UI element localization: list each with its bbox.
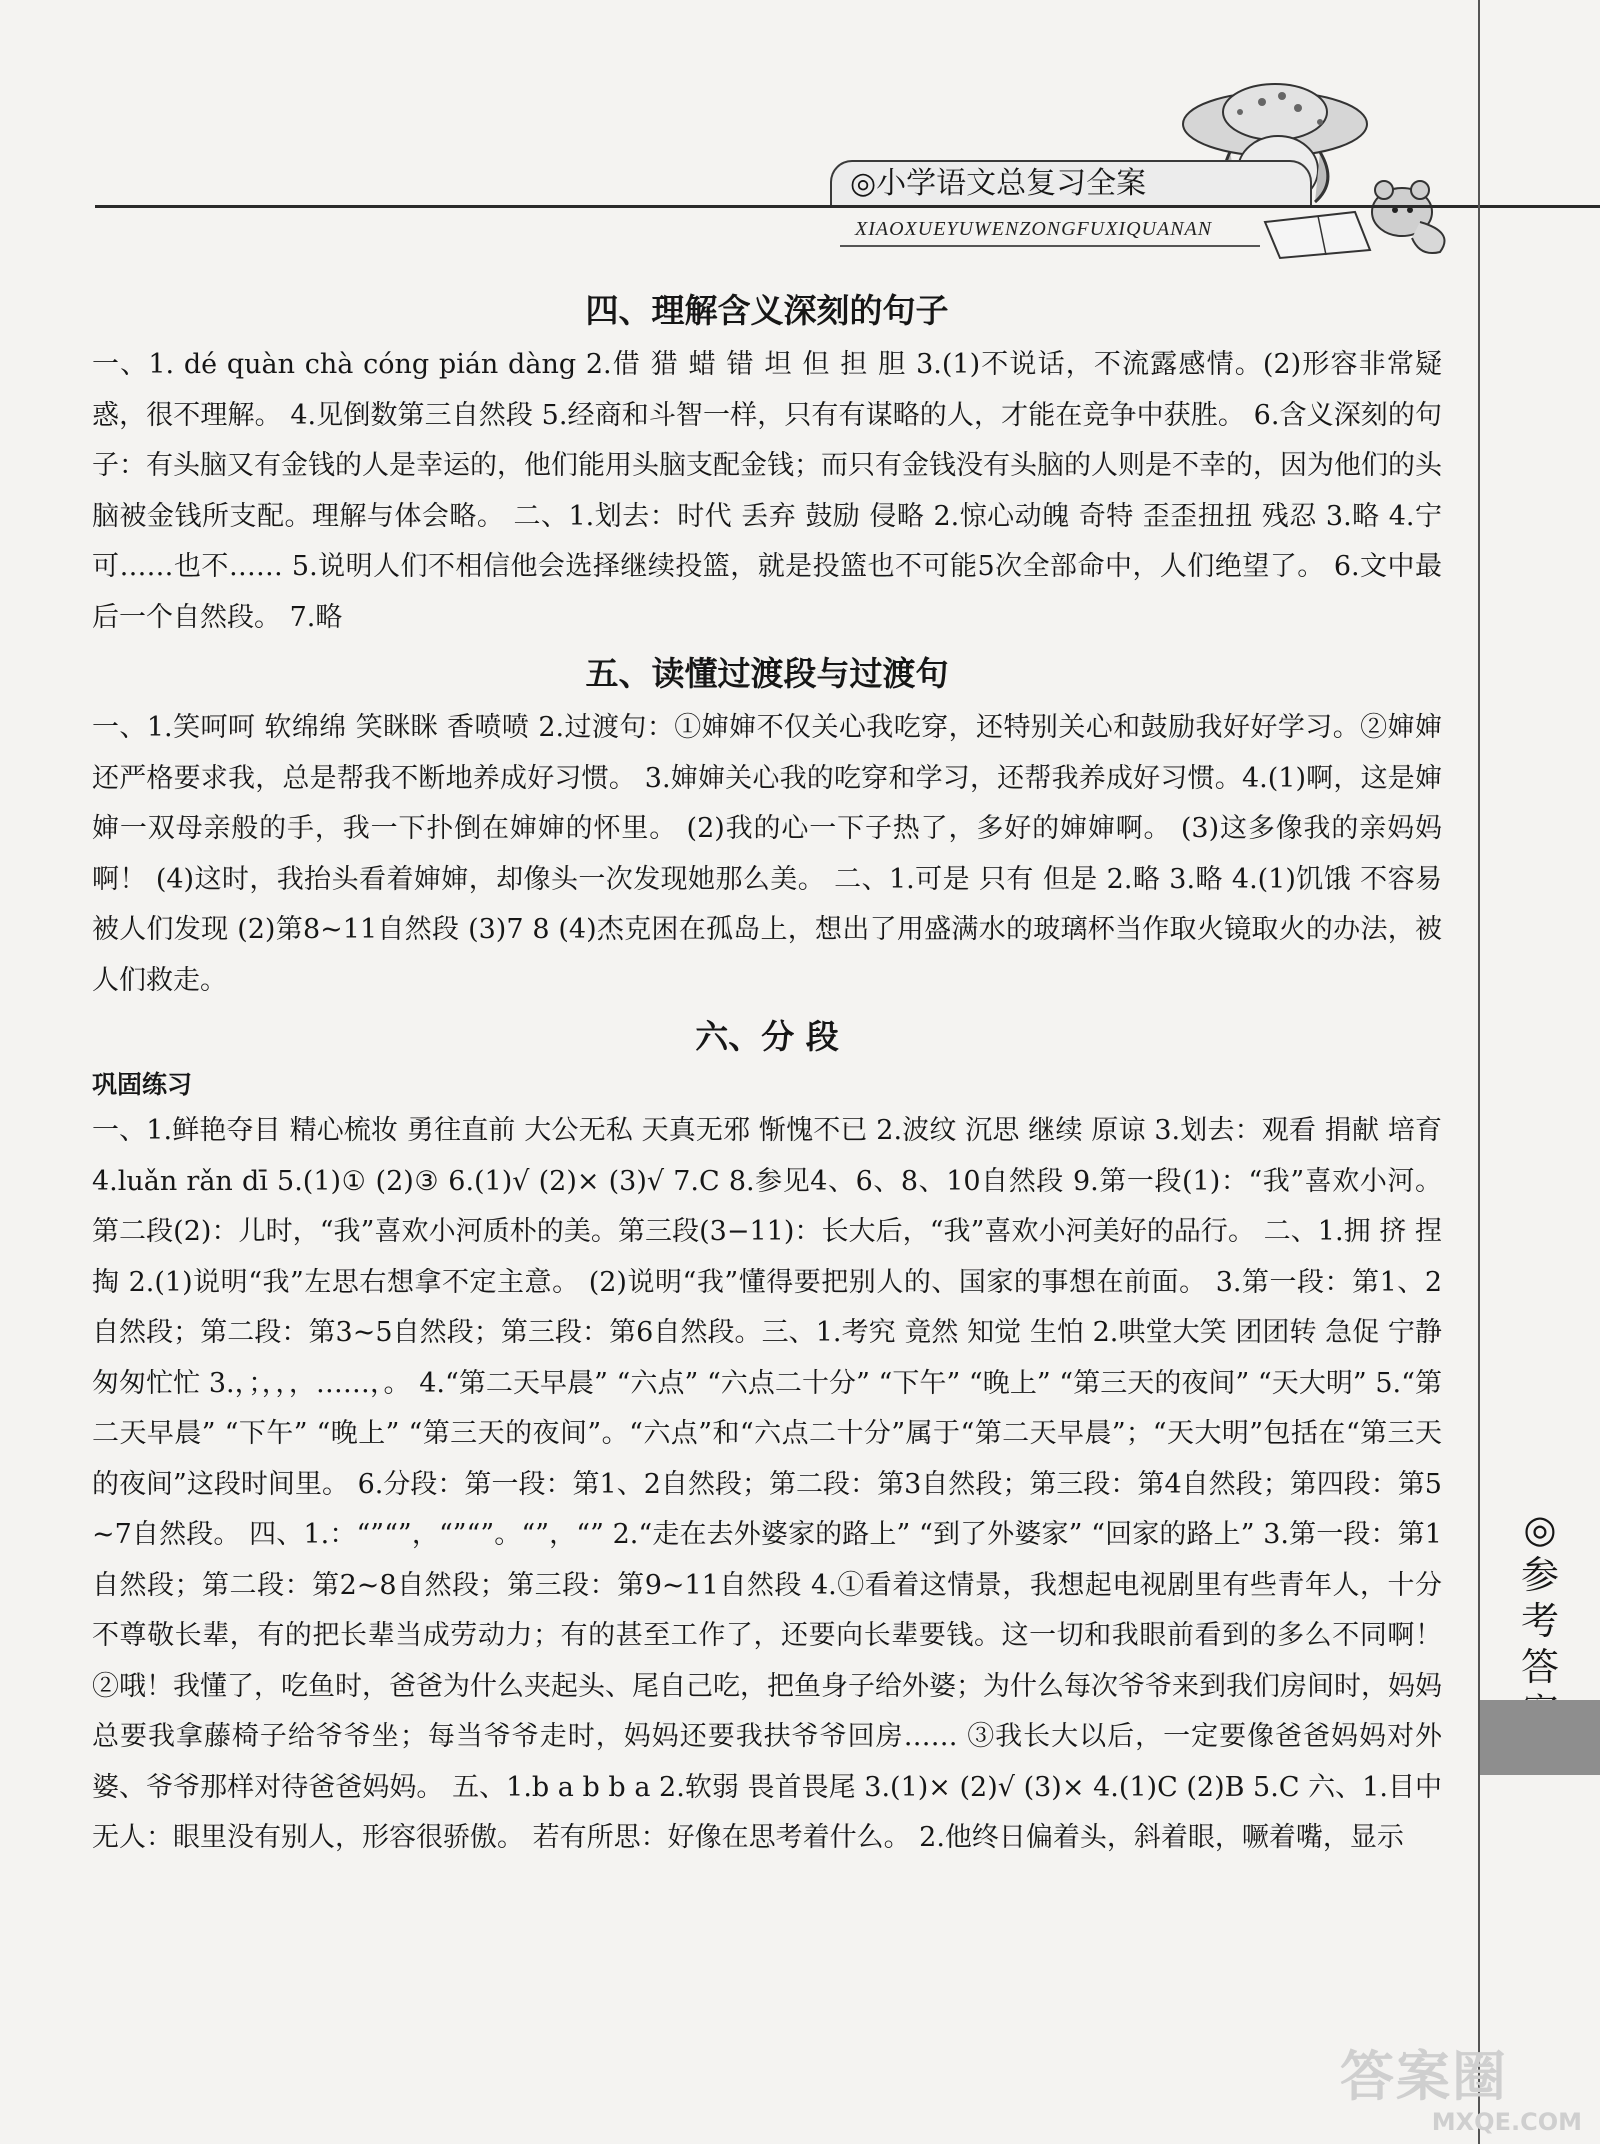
site-watermark [1340, 2045, 1590, 2140]
section-answer-text: 一、1.鲜艳夺目 精心梳妆 勇往直前 大公无私 天真无邪 惭愧不已 2.波纹 沉思 继续 原谅 3.划去：观看 捐献 培育 4.luǎn rǎn dī 5.(1)① (2)③ 6.(1)√ (2)× (3)√ 7.C 8.参见4、6、8、10自然段 9.第一段(1)：“我”喜欢小河。第二段(2)：儿时，“我”喜欢小河质朴的美。第三段(3−11)：长大后，“我”喜欢小河美好的品行。 二、1.拥 挤 捏 掏 2.(1)说明“我”左思右想拿不定主意。 (2)说明“我”懂得要把别人的、国家的事想在前面。 3.第一段：第1、2自然段；第二段：第3~5自然段；第三段：第6自然段。三、1.考究 竟然 知觉 生怕 2.哄堂大笑 团团转 急促 宁静 匆匆忙忙 3.，；，，，……，。 4.“第二天早晨” “六点” “六点二十分” “下午” “晚上” “第三天的夜间” “天大明” 5.“第二天早晨” “下午” “晚上” “第三天的夜间”。“六点”和“六点二十分”属于“第二天早晨”；“天大明”包括在“第三天的夜间”这段时间里。 6.分段：第一段：第1、2自然段；第二段：第3自然段；第三段：第4自然段；第四段：第5~7自然段。 四、1.：“”“”，“”“”。“”，“” 2.“走在去外婆家的路上” “到了外婆家” “回家的路上” 3.第一段：第1自然段；第二段：第2~8自然段；第三段：第9~11自然段 4.①看着这情景，我想起电视剧里有些青年人，十分不尊敬长辈，有的把长辈当成劳动力；有的甚至工作了，还要向长辈要钱。这一切和我眼前看到的多么不同啊！ ②哦！我懂了，吃鱼时，爸爸为什么夹起头、尾自己吃，把鱼身子给外婆；为什么每次爷爷来到我们房间时，妈妈总要我拿藤椅子给爷爷坐；每当爷爷走时，妈妈还要我扶爷爷回房…… ③我长大以后，一定要像爸爸妈妈对外婆、爷爷那样对待爸爸妈妈。 五、1.b a b b a 2.软弱 畏首畏尾 3.(1)× (2)√ (3)× 4.(1)C (2)B 5.C 六、1.目中无人：眼里没有别人，形容很骄傲。 若有所思：好像在思考着什么。 2.他终日偏着头，斜着眼，噘着嘴，显示 [92, 1115, 1442, 1853]
side-tab-char: ◎ [1523, 1507, 1557, 1551]
answer-key-side-tab [1480, 1500, 1600, 1689]
section-title: 五、读懂过渡段与过渡句 [585, 654, 949, 693]
answer-content [92, 280, 1442, 1864]
section-answer-text: 一、1. dé quàn chà cóng pián dàng 2.借 猎 蜡 错 坦 但 担 胆 3.(1)不说话，不流露感情。(2)形容非常疑惑，很不理解。 4.见倒数第三自然段 5.经商和斗智一样，只有有谋略的人，才能在竞争中获胜。 6.含义深刻的句子：有头脑又有金钱的人是幸运的，他们能用头脑支配金钱；而只有金钱没有头脑的人则是不幸的，因为他们的头脑被金钱所支配。理解与体会略。 二、1.划去：时代 丢弃 鼓励 侵略 2.惊心动魄 奇特 歪歪扭扭 残忍 3.略 4.宁可……也不…… 5.说明人们不相信他会选择继续投篮，就是投篮也不可能5次全部命中，人们绝望了。 6.文中最后一个自然段。 7.略 [92, 349, 1442, 633]
exercise-subheading: 巩固练习 [92, 1070, 193, 1099]
watermark-logo: 答案圈 [1340, 2045, 1508, 2108]
margin-rule [1478, 0, 1480, 2144]
side-tab-band [1480, 1700, 1600, 1775]
book-series-title: ◎小学语文总复习全案 [830, 160, 1312, 206]
side-tab-char: 考 [1520, 1599, 1559, 1643]
header-rule [95, 205, 1600, 208]
side-tab-char: 答 [1520, 1645, 1559, 1689]
section-answer-text: 一、1.笑呵呵 软绵绵 笑眯眯 香喷喷 2.过渡句：①婶婶不仅关心我吃穿，还特别关心和鼓励我好好学习。②婶婶还严格要求我，总是帮我不断地养成好习惯。 3.婶婶关心我的吃穿和学习，还帮我养成好习惯。4.(1)啊，这是婶婶一双母亲般的手，我一下扑倒在婶婶的怀里。 (2)我的心一下子热了，多好的婶婶啊。 (3)这多像我的亲妈妈啊！ (4)这时，我抬头看着婶婶，却像头一次发现她那么美。 二、1.可是 只有 但是 2.略 3.略 4.(1)饥饿 不容易被人们发现 (2)第8~11自然段 (3)7 8 (4)杰克困在孤岛上，想出了用盛满水的玻璃杯当作取火镜取火的办法，被人们救走。 [92, 712, 1442, 996]
section-title: 六、分 段 [695, 1017, 839, 1056]
header-underline [840, 245, 1260, 247]
side-tab-char: 参 [1520, 1553, 1559, 1597]
watermark-url: MXQE.COM [1431, 2108, 1582, 2136]
book-series-pinyin: XIAOXUEYUWENZONGFUXIQUANAN [855, 218, 1213, 240]
section-title: 四、理解含义深刻的句子 [585, 291, 949, 330]
